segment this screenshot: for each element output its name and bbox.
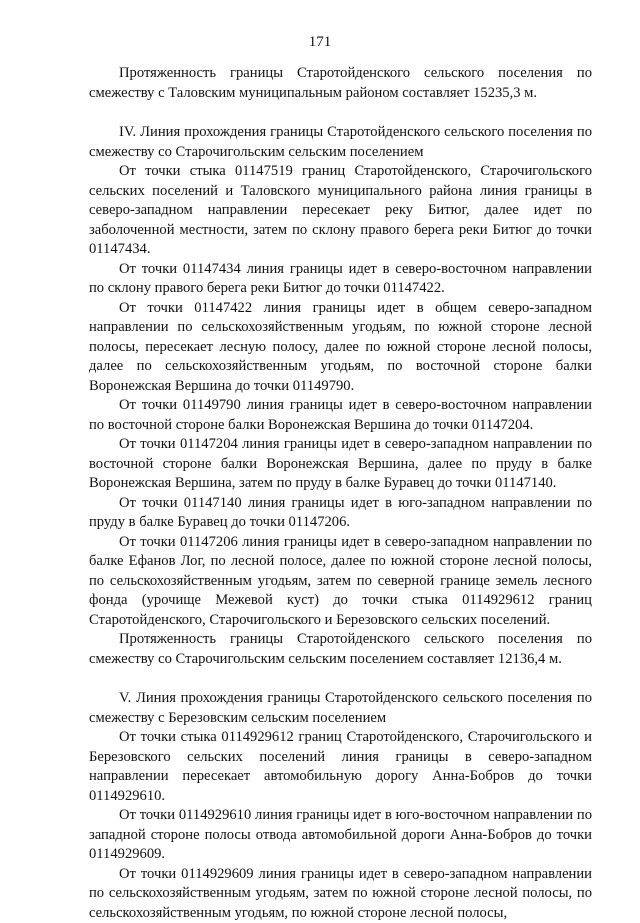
page-number: 171	[0, 34, 640, 51]
paragraph: От точки 01147140 линия границы идет в юго-западном направлении по пруду в балке Буравец до точки 01147206.	[89, 494, 592, 533]
paragraph: От точки 0114929609 линия границы идет в северо-западном направлении по сельскохозяйственным угодьям, затем по южной стороне лесной полосы, по сельскохозяйственным угодьям, по южной стороне лесной полосы,	[89, 865, 592, 923]
paragraph: От точки 01149790 линия границы идет в северо-восточном направлении по восточной стороне балки Воронежская Вершина до точки 01147204.	[89, 396, 592, 435]
paragraph: От точки 0114929610 линия границы идет в юго-восточном направлении по западной стороне полосы отвода автомобильной дороги Анна-Бобров до точки 0114929609.	[89, 806, 592, 865]
paragraph: От точки 01147204 линия границы идет в северо-западном направлении по восточной стороне балки Воронежская Вершина, далее по пруду в балке Воронежская Вершина, затем по пруду в балке Буравец до точки 01147140.	[89, 435, 592, 494]
section-heading: IV. Линия прохождения границы Старотойденского сельского поселения по смежеству со Старочигольским сельским поселением	[89, 123, 592, 162]
paragraph: От точки 01147206 линия границы идет в северо-западном направлении по балке Ефанов Лог, по лесной полосе, далее по южной стороне лесной полосы, по сельскохозяйственным угодьям, затем по северной границе земель лесного фонда (урочище Межевой куст) до точки стыка 0114929612 границ Старотойденского, Старочигольского и Березовского сельских поселений.	[89, 533, 592, 631]
paragraph: От точки стыка 01147519 границ Старотойденского, Старочигольского сельских поселений и Таловского муниципального района линия границы в северо-западном направлении пересекает реку Битюг, далее идет по заболоченной местности, затем по склону правого берега реки Битюг до точки 01147434.	[89, 162, 592, 260]
section-heading: V. Линия прохождения границы Старотойденского сельского поселения по смежеству с Березовским сельским поселением	[89, 689, 592, 728]
paragraph: От точки 01147422 линия границы идет в общем северо-западном направлении по сельскохозяйственным угодьям, по южной стороне лесной полосы, пересекает лесную полосу, далее по южной стороне лесной полосы, далее по сельскохозяйственным угодьям, по восточной стороне балки Воронежская Вершина до точки 01149790.	[89, 299, 592, 397]
document-body	[89, 64, 592, 923]
paragraph: От точки 01147434 линия границы идет в северо-восточном направлении по склону правого берега реки Битюг до точки 01147422.	[89, 260, 592, 299]
paragraph: От точки стыка 0114929612 границ Старотойденского, Старочигольского и Березовского сельских поселений линия границы в северо-западном направлении пересекает автомобильную дорогу Анна-Бобров до точки 0114929610.	[89, 728, 592, 806]
paragraph: Протяженность границы Старотойденского сельского поселения по смежеству со Старочигольским сельским поселением составляет 12136,4 м.	[89, 630, 592, 669]
paragraph: Протяженность границы Старотойденского сельского поселения по смежеству с Таловским муниципальным районом составляет 15235,3 м.	[89, 64, 592, 103]
